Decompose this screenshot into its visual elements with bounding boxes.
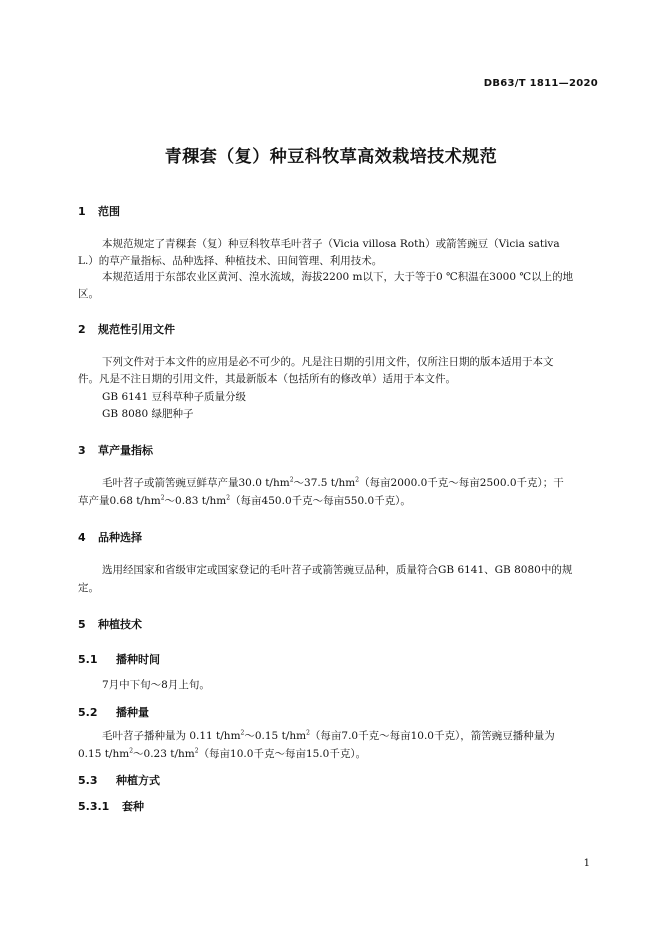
paragraph-line: 选用经国家和省级审定或国家登记的毛叶苕子或箭筈豌豆品种，质量符合GB 6141、GB 8080中的规 (102, 564, 573, 576)
paragraph-line: 本规范适用于东部农业区黄河、湟水流域，海拔2200 m以下，大于等于0 ℃积温在3000 ℃以上的地 (102, 271, 574, 283)
paragraph-line: 本规范规定了青稞套（复）种豆科牧草毛叶苕子（Vicia villosa Roth）或箭筈豌豆（Vicia sativa (102, 238, 560, 250)
section-title: 规范性引用文件 (98, 323, 175, 336)
section-number: 1 (78, 205, 86, 218)
reference-item: GB 8080 绿肥种子 (102, 408, 194, 420)
section-5-3-1-heading (78, 798, 144, 814)
section-title: 播种时间 (116, 653, 160, 666)
section-number: 5.1 (78, 653, 98, 666)
paragraph-line: L.）的草产量指标、品种选择、种植技术、田间管理、利用技术。 (78, 255, 383, 267)
section-number: 2 (78, 323, 86, 336)
paragraph-line: 区。 (78, 288, 99, 300)
paragraph-line: 件。凡是不注日期的引用文件，其最新版本（包括所有的修改单）适用于本文件。 (78, 373, 456, 385)
section-title: 种植技术 (98, 618, 142, 631)
section-title: 品种选择 (98, 531, 142, 544)
section-5-3-heading (78, 772, 160, 788)
document-title: 青稞套（复）种豆科牧草高效栽培技术规范 (164, 147, 498, 167)
paragraph-line: 7月中下旬～8月上旬。 (102, 679, 210, 691)
section-3-heading (78, 442, 153, 458)
section-number: 4 (78, 531, 86, 544)
section-number: 3 (78, 444, 86, 457)
section-title: 播种量 (116, 706, 149, 719)
section-number: 5.2 (78, 706, 98, 719)
section-number: 5.3 (78, 774, 98, 787)
section-title: 种植方式 (116, 774, 160, 787)
section-2-heading (78, 321, 175, 337)
section-4-heading (78, 529, 142, 545)
standard-number: DB63/T 1811—2020 (483, 78, 598, 89)
section-title: 套种 (122, 800, 144, 813)
section-number: 5 (78, 618, 86, 631)
section-1-heading (78, 203, 120, 219)
section-5-2-heading (78, 704, 149, 720)
paragraph-line: 毛叶苕子播种量为 0.11 $t/hm^2\sim 0.15$ $t/hm^2$（每亩7.0千克～每亩10.0千克），箭筈豌豆播种量为 (102, 729, 555, 742)
reference-item: GB 6141 豆科草种子质量分级 (102, 391, 247, 403)
paragraph-line: 毛叶苕子或箭筈豌豆鲜草产量30.0 $t/hm^2\sim 37.5$ $t/hm^2$（每亩2000.0千克～每亩2500.0千克）；干 (102, 476, 564, 489)
section-title: 范围 (98, 205, 120, 218)
page-number: 1 (583, 858, 590, 869)
section-number: 5.3.1 (78, 800, 110, 813)
paragraph-line: 草产量0.68 $t/hm^2\sim 0.83$ $t/hm^2$（每亩450.0千克～每亩550.0千克）。 (78, 494, 411, 507)
paragraph-line: 下列文件对于本文件的应用是必不可少的。凡是注日期的引用文件，仅所注日期的版本适用于本文 (102, 356, 554, 368)
section-title: 草产量指标 (98, 444, 153, 457)
section-5-heading (78, 616, 142, 632)
paragraph-line: 定。 (78, 582, 99, 594)
section-5-1-heading (78, 651, 160, 667)
paragraph-line: 0.15 $t/hm^2\sim 0.23$ $t/hm^2$（每亩10.0千克～每亩15.0千克）。 (78, 747, 367, 760)
